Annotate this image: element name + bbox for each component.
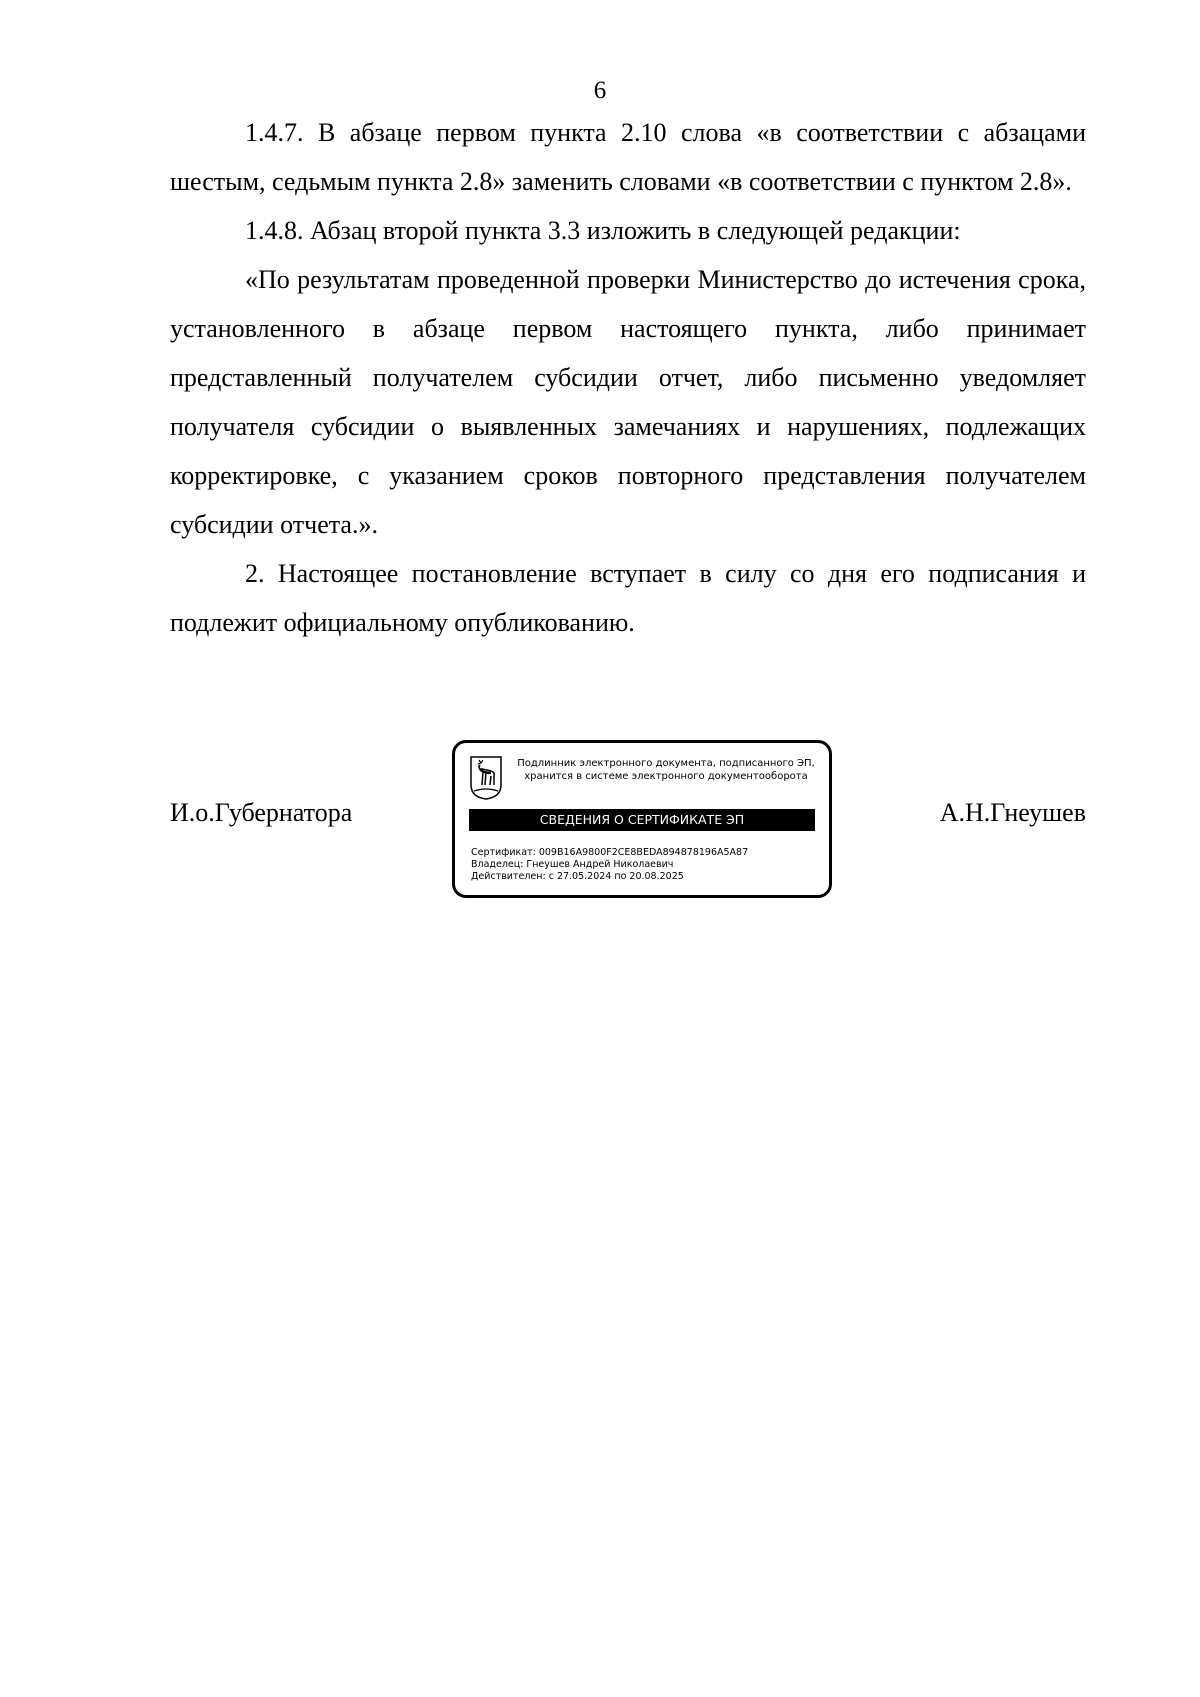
certificate-info-title: СВЕДЕНИЯ О СЕРТИФИКАТЕ ЭП bbox=[469, 809, 815, 831]
page-number: 6 bbox=[593, 77, 607, 104]
electronic-signature-stamp bbox=[452, 740, 832, 898]
stamp-header-line-2: хранится в системе электронного документооборота bbox=[524, 771, 808, 782]
signatory-name: А.Н.Гнеушев bbox=[939, 798, 1086, 827]
stamp-header bbox=[507, 757, 825, 783]
certificate-owner: Владелец: Гнеушев Андрей Николаевич bbox=[471, 859, 674, 870]
paragraph-1-4-8: 1.4.8. Абзац второй пункта 3.3 изложить в следующей редакции: bbox=[245, 216, 961, 245]
paragraph-2-effective-date: 2. Настоящее постановление вступает в силу со дня его подписания и подлежит официальному опубликованию. bbox=[170, 559, 1086, 637]
signatory-position: И.о.Губернатора bbox=[170, 798, 353, 827]
stamp-header-line-1: Подлинник электронного документа, подписанного ЭП, bbox=[517, 758, 815, 769]
paragraph-1-4-7: 1.4.7. В абзаце первом пункта 2.10 слова «в соответствии с абзацами шестым, седьмым пункта 2.8» заменить словами «в соответствии с пунктом 2.8». bbox=[170, 118, 1086, 196]
paragraph-quoted-amendment: «По результатам проведенной проверки Министерство до истечения срока, установленного в абзаце первом настоящего пункта, либо принимает представленный получателем субсидии отчет, либо письменно уведомляет получателя субсидии о выявленных замечаниях и нарушениях, подлежащих корректировке, с указанием сроков повторного представления получателем субсидии отчета.». bbox=[170, 265, 1086, 539]
certificate-validity: Действителен: с 27.05.2024 по 20.08.2025 bbox=[471, 871, 684, 882]
certificate-serial: Сертификат: 009B16A9800F2CE8BEDA894878196A5A87 bbox=[471, 847, 749, 858]
signature-block bbox=[0, 740, 1200, 920]
certificate-details bbox=[471, 847, 821, 883]
document-body bbox=[170, 108, 1086, 647]
coat-of-arms-deer-icon bbox=[469, 755, 503, 801]
